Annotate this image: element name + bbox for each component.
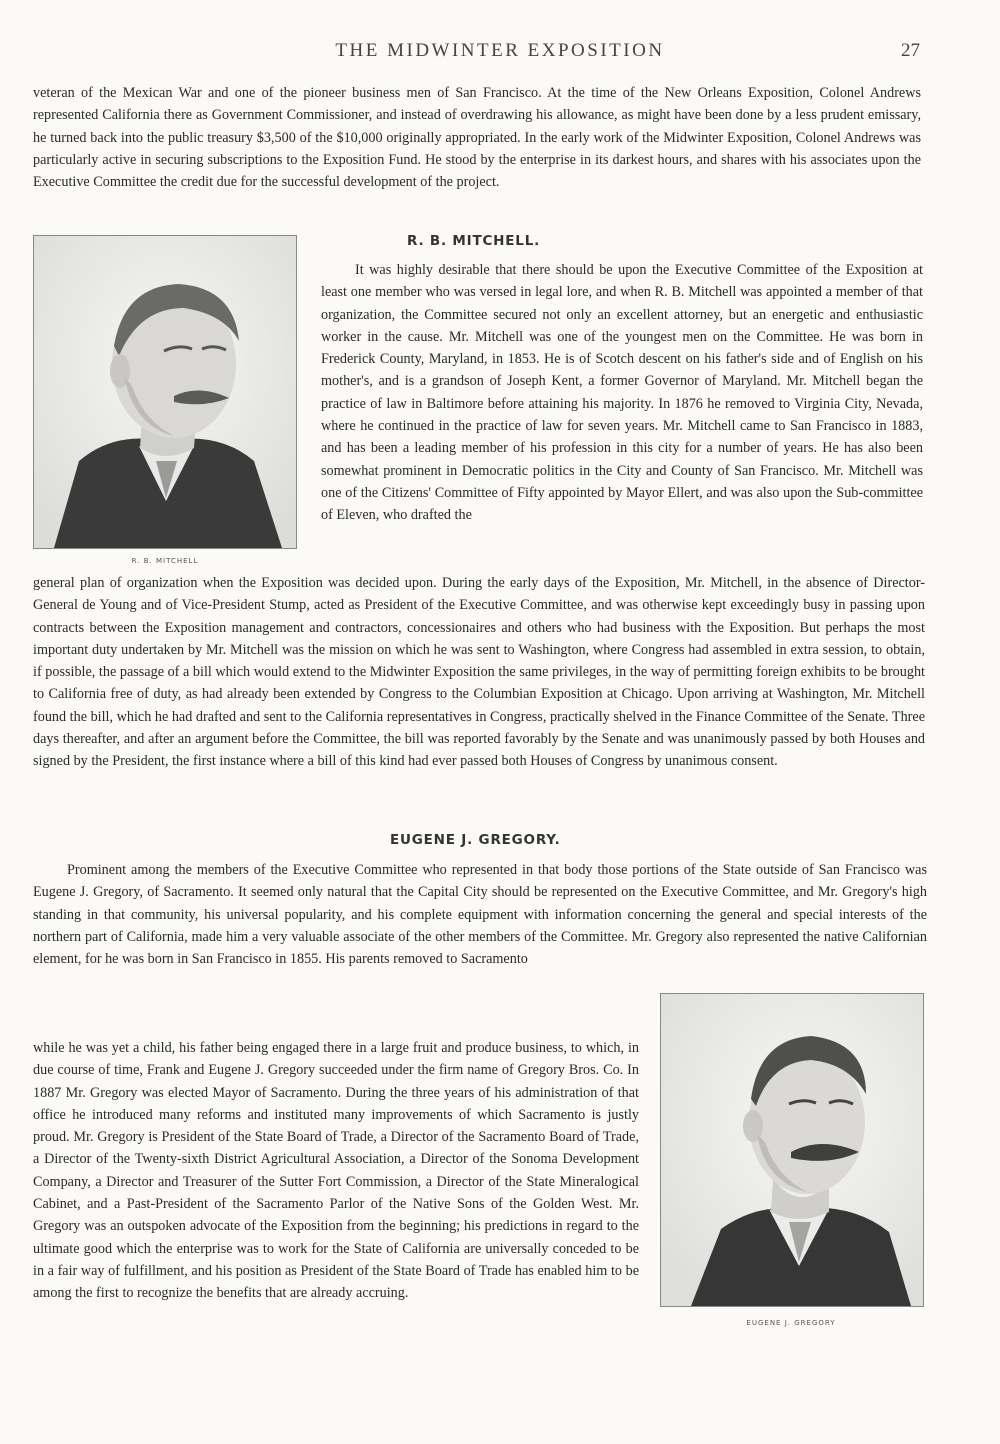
gregory-heading: EUGENE J. GREGORY. <box>390 832 561 848</box>
mitchell-heading: R. B. MITCHELL. <box>407 233 541 249</box>
mitchell-paragraph-2: general plan of organization when the Exposition was decided upon. During the early days of the Exposition, Mr. Mitchell, in the absence of Director-General de Young and of Vice-President Stump, acted as President of the Executive Committee, and was otherwise kept exceedingly busy in passing upon contracts between the Exposition management and contractors, concessionaires and others who had business with the Exposition. But perhaps the most important duty undertaken by Mr. Mitchell was the mission on which he was sent to Washington, where Congress had assembled in extra session, to obtain, if possible, the passage of a bill which would extend to the Midwinter Exposition the same privileges, in the way of permitting foreign exhibits to be brought to California free of duty, as had already been extended by Congress to the Columbian Exposition at Chicago. Upon arriving at Washington, Mr. Mitchell found the bill, which he had drafted and sent to the California representatives in Congress, practically shelved in the Finance Committee of the Senate. Three days thereafter, and after an argument before the Committee, the bill was reported favorably by the Senate and was unanimously passed by both Houses and signed by the President, the first instance where a bill of this kind had ever passed both Houses of Congress by unanimous consent. <box>33 575 925 770</box>
mitchell-paragraph-1: It was highly desirable that there should be upon the Executive Committee of the Exposition at least one member who was versed in legal lore, and when R. B. Mitchell was appointed a member of that organization, the Committee secured not only an excellent attorney, but an energetic and enthusiastic worker in the cause. Mr. Mitchell was one of the youngest men on the Committee. He was born in Frederick County, Maryland, in 1853. He is of Scotch descent on his father's side and of English on his mother's, and is a grandson of Joseph Kent, a former Governor of Maryland. Mr. Mitchell began the practice of law in Baltimore before attaining his majority. In 1876 he removed to Virginia City, Nevada, where he continued in the practice of law for seven years. Mr. Mitchell came to San Francisco in 1883, and has been a leading member of his profession in this city for a number of years. He has also been somewhat prominent in Democratic politics in the City and County of San Francisco. Mr. Mitchell was one of the Citizens' Committee of Fifty appointed by Mayor Ellert, and was also upon the Sub-committee of Eleven, who drafted the <box>321 262 923 524</box>
intro-paragraph: veteran of the Mexican War and one of the pioneer business men of San Francisco. At the time of the New Orleans Exposition, Colonel Andrews represented California there as Government Commissioner, and instead of overdrawing his allowance, as might have been done by a less prudent emissary, he turned back into the public treasury $3,500 of the $10,000 originally appropriated. In the early work of the Midwinter Exposition, Colonel Andrews was particularly active in securing subscriptions to the Exposition Fund. He stood by the enterprise in its darkest hours, and shares with his associates upon the Executive Committee the credit due for the successful development of the project. <box>33 85 921 191</box>
gregory-portrait <box>660 993 924 1307</box>
intro-block <box>33 82 921 193</box>
mitchell-text-full <box>33 572 925 773</box>
gregory-text-beside <box>33 1037 639 1305</box>
mitchell-caption: R. B. MITCHELL <box>131 557 199 565</box>
running-title: THE MIDWINTER EXPOSITION <box>335 40 665 61</box>
gregory-portrait-illustration <box>661 994 923 1306</box>
mitchell-portrait <box>33 235 297 549</box>
gregory-paragraph-1: Prominent among the members of the Executive Committee who represented in that body those portions of the State outside of San Francisco was Eugene J. Gregory, of Sacramento. It seemed only natural that the Capital City should be represented on the Executive Committee, and Mr. Gregory's high standing in that community, his universal popularity, and his complete equipment with information concerning the general and special interests of the northern part of California, made him a very valuable associate of the other members of the Committee. Mr. Gregory also represented the native Californian element, for he was born in San Francisco in 1855. His parents removed to Sacramento <box>33 862 927 968</box>
mitchell-portrait-illustration <box>34 236 296 548</box>
page-number: 27 <box>901 40 920 61</box>
gregory-caption: EUGENE J. GREGORY <box>746 1319 836 1327</box>
gregory-text-full <box>33 859 927 970</box>
mitchell-text-beside <box>321 259 923 527</box>
gregory-paragraph-2: while he was yet a child, his father being engaged there in a large fruit and produce business, to which, in due course of time, Frank and Eugene J. Gregory succeeded under the firm name of Gregory Bros. Co. In 1887 Mr. Gregory was elected Mayor of Sacramento. During the three years of his administration of that office he introduced many reforms and instituted many improvements of which Sacramento is justly proud. Mr. Gregory is President of the State Board of Trade, a Director of the Sacramento Board of Trade, a Director of the Twenty-sixth District Agricultural Association, a Director of the Sonoma Development Company, a Director and Treasurer of the Sutter Fort Commission, a Director of the State Mineralogical Cabinet, and a Past-President of the Sacramento Parlor of the Native Sons of the Golden West. Mr. Gregory was an outspoken advocate of the Exposition from the beginning; his predictions in regard to the ultimate good which the enterprise was to work for the State of California are universally conceded to be in a fair way of fulfillment, and his position as President of the State Board of Trade has enabled him to be among the first to recognize the benefits that are already accruing. <box>33 1040 639 1302</box>
